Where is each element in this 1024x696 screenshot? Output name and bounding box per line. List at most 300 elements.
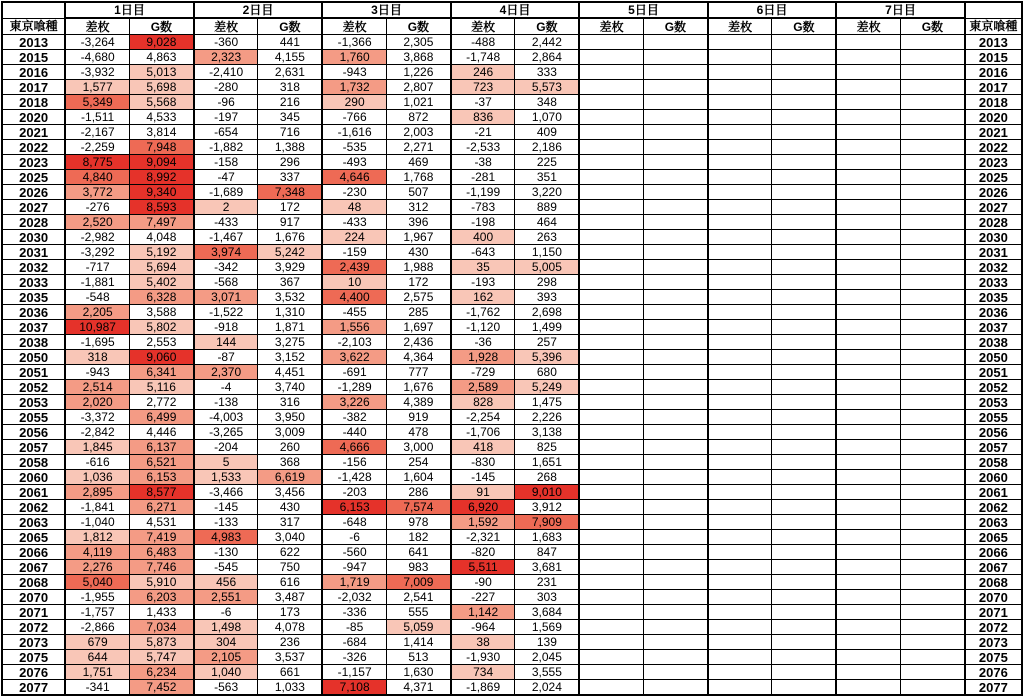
machine-number-cell: 2076 xyxy=(2,665,65,680)
diff-cell: 1,498 xyxy=(194,620,258,635)
games-cell: 2,436 xyxy=(386,335,450,350)
machine-number-cell-right: 2067 xyxy=(965,560,1022,575)
games-cell xyxy=(900,170,964,185)
diff-cell xyxy=(579,485,643,500)
games-cell xyxy=(772,185,836,200)
games-cell: 4,533 xyxy=(129,110,193,125)
machine-number-cell: 2013 xyxy=(2,35,65,50)
diff-cell xyxy=(579,380,643,395)
games-cell: 3,588 xyxy=(129,305,193,320)
diff-cell xyxy=(836,65,900,80)
diff-cell: 836 xyxy=(451,110,515,125)
diff-cell xyxy=(836,155,900,170)
games-cell xyxy=(643,95,707,110)
games-cell: 1,475 xyxy=(515,395,579,410)
diff-cell: 1,592 xyxy=(451,515,515,530)
diff-cell: 1,036 xyxy=(65,470,129,485)
diff-cell: -145 xyxy=(194,500,258,515)
diff-cell xyxy=(579,560,643,575)
diff-cell: 1,533 xyxy=(194,470,258,485)
games-cell xyxy=(772,485,836,500)
games-cell xyxy=(900,395,964,410)
machine-number-cell: 2070 xyxy=(2,590,65,605)
machine-number-cell: 2015 xyxy=(2,50,65,65)
diff-cell: -2,259 xyxy=(65,140,129,155)
diff-header: 差枚 xyxy=(322,18,386,35)
games-cell xyxy=(900,260,964,275)
diff-cell: 4,646 xyxy=(322,170,386,185)
games-cell xyxy=(643,635,707,650)
games-cell: 8,577 xyxy=(129,485,193,500)
diff-cell: -6 xyxy=(194,605,258,620)
diff-cell: -766 xyxy=(322,110,386,125)
games-cell: 872 xyxy=(386,110,450,125)
games-cell: 182 xyxy=(386,530,450,545)
diff-cell xyxy=(836,35,900,50)
diff-cell xyxy=(708,545,772,560)
diff-cell: -830 xyxy=(451,455,515,470)
diff-cell xyxy=(836,635,900,650)
diff-cell: -1,882 xyxy=(194,140,258,155)
diff-cell: 1,040 xyxy=(194,665,258,680)
diff-cell: -227 xyxy=(451,590,515,605)
diff-cell xyxy=(708,65,772,80)
diff-cell: -1,289 xyxy=(322,380,386,395)
games-cell: 1,651 xyxy=(515,455,579,470)
diff-cell: -433 xyxy=(322,215,386,230)
diff-cell: -156 xyxy=(322,455,386,470)
diff-cell: 2,205 xyxy=(65,305,129,320)
diff-cell: 318 xyxy=(65,350,129,365)
games-cell: 5,059 xyxy=(386,620,450,635)
diff-cell: -2,842 xyxy=(65,425,129,440)
games-cell: 393 xyxy=(515,290,579,305)
table-row xyxy=(2,605,1022,620)
diff-cell: -281 xyxy=(451,170,515,185)
diff-cell xyxy=(708,380,772,395)
machine-number-cell: 2035 xyxy=(2,290,65,305)
machine-number-cell-right: 2063 xyxy=(965,515,1022,530)
diff-cell: -276 xyxy=(65,200,129,215)
diff-cell xyxy=(708,110,772,125)
diff-cell: 38 xyxy=(451,635,515,650)
games-cell: 3,152 xyxy=(258,350,322,365)
games-header: G数 xyxy=(515,18,579,35)
diff-cell xyxy=(708,395,772,410)
diff-cell: -1,511 xyxy=(65,110,129,125)
diff-cell xyxy=(708,275,772,290)
table-row xyxy=(2,200,1022,215)
diff-cell: 2,439 xyxy=(322,260,386,275)
diff-cell xyxy=(836,560,900,575)
diff-cell: -203 xyxy=(322,485,386,500)
diff-cell xyxy=(836,680,900,696)
diff-cell: -2,167 xyxy=(65,125,129,140)
diff-cell xyxy=(708,215,772,230)
diff-cell: 4,840 xyxy=(65,170,129,185)
games-cell: 4,863 xyxy=(129,50,193,65)
diff-cell: -648 xyxy=(322,515,386,530)
diff-cell xyxy=(836,425,900,440)
games-cell: 216 xyxy=(258,95,322,110)
machine-number-cell: 2020 xyxy=(2,110,65,125)
diff-cell: -230 xyxy=(322,185,386,200)
games-cell: 9,028 xyxy=(129,35,193,50)
diff-cell: -820 xyxy=(451,545,515,560)
games-cell: 464 xyxy=(515,215,579,230)
games-header: G数 xyxy=(386,18,450,35)
diff-cell xyxy=(836,185,900,200)
diff-cell: 35 xyxy=(451,260,515,275)
games-cell: 312 xyxy=(386,200,450,215)
games-cell: 2,186 xyxy=(515,140,579,155)
diff-cell: -691 xyxy=(322,365,386,380)
diff-cell: -1,040 xyxy=(65,515,129,530)
diff-cell xyxy=(836,335,900,350)
diff-cell: 3,974 xyxy=(194,245,258,260)
games-cell xyxy=(643,200,707,215)
games-cell: 257 xyxy=(515,335,579,350)
games-cell xyxy=(772,635,836,650)
diff-cell: -36 xyxy=(451,335,515,350)
diff-cell: -943 xyxy=(322,65,386,80)
table-row xyxy=(2,320,1022,335)
games-cell xyxy=(643,215,707,230)
diff-cell xyxy=(836,80,900,95)
games-cell: 9,340 xyxy=(129,185,193,200)
diff-cell: -1,120 xyxy=(451,320,515,335)
table-row xyxy=(2,395,1022,410)
table-row xyxy=(2,590,1022,605)
machine-number-cell-right: 2028 xyxy=(965,215,1022,230)
games-cell: 1,768 xyxy=(386,170,450,185)
diff-cell: 5,349 xyxy=(65,95,129,110)
games-cell xyxy=(643,545,707,560)
games-cell xyxy=(900,290,964,305)
diff-cell: 2 xyxy=(194,200,258,215)
machine-number-cell-right: 2033 xyxy=(965,275,1022,290)
diff-cell: 1,760 xyxy=(322,50,386,65)
diff-cell xyxy=(836,230,900,245)
table-row xyxy=(2,260,1022,275)
machine-number-cell: 2018 xyxy=(2,95,65,110)
diff-cell: 4,983 xyxy=(194,530,258,545)
games-cell: 2,631 xyxy=(258,65,322,80)
games-cell: 5,192 xyxy=(129,245,193,260)
diff-cell xyxy=(579,530,643,545)
diff-cell: -1,706 xyxy=(451,425,515,440)
diff-cell: -1,841 xyxy=(65,500,129,515)
games-cell xyxy=(900,215,964,230)
games-cell: 1,388 xyxy=(258,140,322,155)
games-cell xyxy=(772,575,836,590)
diff-cell: -90 xyxy=(451,575,515,590)
diff-cell xyxy=(836,590,900,605)
games-cell: 5,013 xyxy=(129,65,193,80)
diff-cell: -2,410 xyxy=(194,65,258,80)
diff-cell: -1,881 xyxy=(65,275,129,290)
games-cell: 6,203 xyxy=(129,590,193,605)
diff-cell: 679 xyxy=(65,635,129,650)
diff-header: 差枚 xyxy=(194,18,258,35)
diff-cell xyxy=(579,245,643,260)
games-cell: 5,005 xyxy=(515,260,579,275)
machine-number-cell: 2016 xyxy=(2,65,65,80)
games-cell xyxy=(900,95,964,110)
machine-number-cell: 2032 xyxy=(2,260,65,275)
table-row xyxy=(2,650,1022,665)
table-row xyxy=(2,455,1022,470)
games-cell: 3,912 xyxy=(515,500,579,515)
machine-number-cell: 2058 xyxy=(2,455,65,470)
diff-cell xyxy=(836,125,900,140)
machine-number-cell-right: 2026 xyxy=(965,185,1022,200)
diff-cell xyxy=(836,575,900,590)
diff-cell: -3,372 xyxy=(65,410,129,425)
table-row xyxy=(2,125,1022,140)
games-cell: 7,452 xyxy=(129,680,193,696)
games-cell: 2,698 xyxy=(515,305,579,320)
diff-cell xyxy=(836,305,900,320)
table-row xyxy=(2,440,1022,455)
games-cell xyxy=(772,35,836,50)
diff-cell: -1,689 xyxy=(194,185,258,200)
diff-cell xyxy=(579,155,643,170)
diff-cell xyxy=(836,395,900,410)
machine-number-cell: 2022 xyxy=(2,140,65,155)
games-cell xyxy=(900,650,964,665)
games-cell: 4,389 xyxy=(386,395,450,410)
diff-cell: -2,103 xyxy=(322,335,386,350)
diff-cell xyxy=(708,410,772,425)
diff-cell xyxy=(836,545,900,560)
machine-number-cell-right: 2020 xyxy=(965,110,1022,125)
games-cell: 298 xyxy=(515,275,579,290)
games-cell xyxy=(772,350,836,365)
games-cell: 3,868 xyxy=(386,50,450,65)
diff-cell: -145 xyxy=(451,470,515,485)
diff-cell: -4 xyxy=(194,380,258,395)
diff-cell: 246 xyxy=(451,65,515,80)
diff-cell: -382 xyxy=(322,410,386,425)
diff-cell: 1,928 xyxy=(451,350,515,365)
games-cell xyxy=(900,140,964,155)
machine-number-cell-right: 2076 xyxy=(965,665,1022,680)
diff-cell: 144 xyxy=(194,335,258,350)
games-cell: 2,003 xyxy=(386,125,450,140)
games-cell xyxy=(900,530,964,545)
machine-number-cell: 2055 xyxy=(2,410,65,425)
diff-cell xyxy=(836,470,900,485)
diff-cell xyxy=(836,110,900,125)
games-cell xyxy=(643,380,707,395)
games-cell: 1,988 xyxy=(386,260,450,275)
games-cell xyxy=(900,245,964,260)
games-cell: 1,676 xyxy=(258,230,322,245)
diff-cell: -783 xyxy=(451,200,515,215)
games-header: G数 xyxy=(258,18,322,35)
diff-cell xyxy=(708,185,772,200)
diff-cell xyxy=(836,290,900,305)
games-cell xyxy=(643,605,707,620)
games-cell: 3,220 xyxy=(515,185,579,200)
diff-cell xyxy=(579,125,643,140)
games-cell: 260 xyxy=(258,440,322,455)
games-cell xyxy=(772,395,836,410)
games-cell xyxy=(772,155,836,170)
table-row xyxy=(2,275,1022,290)
diff-cell xyxy=(708,590,772,605)
games-cell: 3,138 xyxy=(515,425,579,440)
games-cell xyxy=(900,470,964,485)
sheet-body xyxy=(2,35,1022,696)
games-cell xyxy=(772,215,836,230)
table-row xyxy=(2,470,1022,485)
diff-cell xyxy=(836,455,900,470)
games-cell xyxy=(900,305,964,320)
games-cell xyxy=(900,155,964,170)
games-cell: 6,234 xyxy=(129,665,193,680)
sub-header-row xyxy=(2,18,1022,35)
diff-cell xyxy=(579,35,643,50)
machine-number-cell-right: 2027 xyxy=(965,200,1022,215)
games-cell: 1,414 xyxy=(386,635,450,650)
games-cell: 3,740 xyxy=(258,380,322,395)
diff-cell xyxy=(579,305,643,320)
games-cell: 3,275 xyxy=(258,335,322,350)
games-cell: 285 xyxy=(386,305,450,320)
games-cell xyxy=(900,35,964,50)
machine-number-cell: 2077 xyxy=(2,680,65,696)
diff-cell: 418 xyxy=(451,440,515,455)
games-cell: 1,967 xyxy=(386,230,450,245)
diff-cell xyxy=(579,590,643,605)
games-cell: 6,483 xyxy=(129,545,193,560)
games-cell xyxy=(643,260,707,275)
games-cell xyxy=(900,410,964,425)
games-cell: 4,446 xyxy=(129,425,193,440)
diff-cell xyxy=(579,470,643,485)
diff-cell: -1,695 xyxy=(65,335,129,350)
machine-number-cell-right: 2036 xyxy=(965,305,1022,320)
diff-cell: -204 xyxy=(194,440,258,455)
games-cell xyxy=(643,155,707,170)
games-cell: 318 xyxy=(258,80,322,95)
games-cell xyxy=(643,275,707,290)
table-row xyxy=(2,170,1022,185)
diff-cell: -342 xyxy=(194,260,258,275)
games-cell: 917 xyxy=(258,215,322,230)
diff-cell: -3,264 xyxy=(65,35,129,50)
games-cell xyxy=(900,545,964,560)
games-cell: 303 xyxy=(515,590,579,605)
diff-cell: -198 xyxy=(451,215,515,230)
games-cell: 919 xyxy=(386,410,450,425)
diff-cell xyxy=(708,95,772,110)
diff-cell: -493 xyxy=(322,155,386,170)
diff-cell: 6,153 xyxy=(322,500,386,515)
diff-cell: 644 xyxy=(65,650,129,665)
diff-cell: -455 xyxy=(322,305,386,320)
table-row xyxy=(2,35,1022,50)
games-cell: 750 xyxy=(258,560,322,575)
games-cell: 5,573 xyxy=(515,80,579,95)
diff-cell xyxy=(836,485,900,500)
table-row xyxy=(2,110,1022,125)
games-cell: 1,433 xyxy=(129,605,193,620)
diff-cell: -326 xyxy=(322,650,386,665)
games-cell: 3,814 xyxy=(129,125,193,140)
games-cell: 3,681 xyxy=(515,560,579,575)
games-cell: 139 xyxy=(515,635,579,650)
games-cell: 6,328 xyxy=(129,290,193,305)
diff-cell: -545 xyxy=(194,560,258,575)
games-cell: 2,553 xyxy=(129,335,193,350)
diff-cell: -3,466 xyxy=(194,485,258,500)
games-cell: 2,772 xyxy=(129,395,193,410)
games-cell: 513 xyxy=(386,650,450,665)
games-cell: 3,950 xyxy=(258,410,322,425)
games-cell: 4,451 xyxy=(258,365,322,380)
diff-cell: -643 xyxy=(451,245,515,260)
diff-cell: 3,071 xyxy=(194,290,258,305)
table-row xyxy=(2,500,1022,515)
games-cell xyxy=(772,665,836,680)
diff-cell: 456 xyxy=(194,575,258,590)
day-header-7: 7日目 xyxy=(836,2,965,18)
machine-number-cell: 2066 xyxy=(2,545,65,560)
diff-cell: -85 xyxy=(322,620,386,635)
diff-cell xyxy=(579,455,643,470)
table-row xyxy=(2,155,1022,170)
games-cell xyxy=(643,530,707,545)
games-cell: 430 xyxy=(386,245,450,260)
games-cell: 268 xyxy=(515,470,579,485)
games-cell xyxy=(643,65,707,80)
machine-number-cell: 2067 xyxy=(2,560,65,575)
games-cell xyxy=(643,230,707,245)
diff-cell: -947 xyxy=(322,560,386,575)
table-row xyxy=(2,335,1022,350)
diff-cell: 2,276 xyxy=(65,560,129,575)
diff-cell xyxy=(708,305,772,320)
diff-cell: 162 xyxy=(451,290,515,305)
games-header: G数 xyxy=(772,18,836,35)
games-cell xyxy=(772,245,836,260)
diff-cell xyxy=(708,320,772,335)
diff-cell xyxy=(708,230,772,245)
games-cell xyxy=(772,515,836,530)
games-cell xyxy=(772,125,836,140)
diff-cell: 2,020 xyxy=(65,395,129,410)
diff-cell: 2,551 xyxy=(194,590,258,605)
games-cell: 286 xyxy=(386,485,450,500)
games-cell xyxy=(643,650,707,665)
diff-cell: -159 xyxy=(322,245,386,260)
games-cell xyxy=(772,140,836,155)
diff-cell xyxy=(579,575,643,590)
diff-cell: 48 xyxy=(322,200,386,215)
games-cell: 296 xyxy=(258,155,322,170)
diff-cell: 5,040 xyxy=(65,575,129,590)
diff-cell: 734 xyxy=(451,665,515,680)
diff-cell xyxy=(836,380,900,395)
diff-cell xyxy=(579,80,643,95)
games-cell: 172 xyxy=(386,275,450,290)
games-cell xyxy=(643,365,707,380)
games-cell xyxy=(772,110,836,125)
games-cell: 1,630 xyxy=(386,665,450,680)
